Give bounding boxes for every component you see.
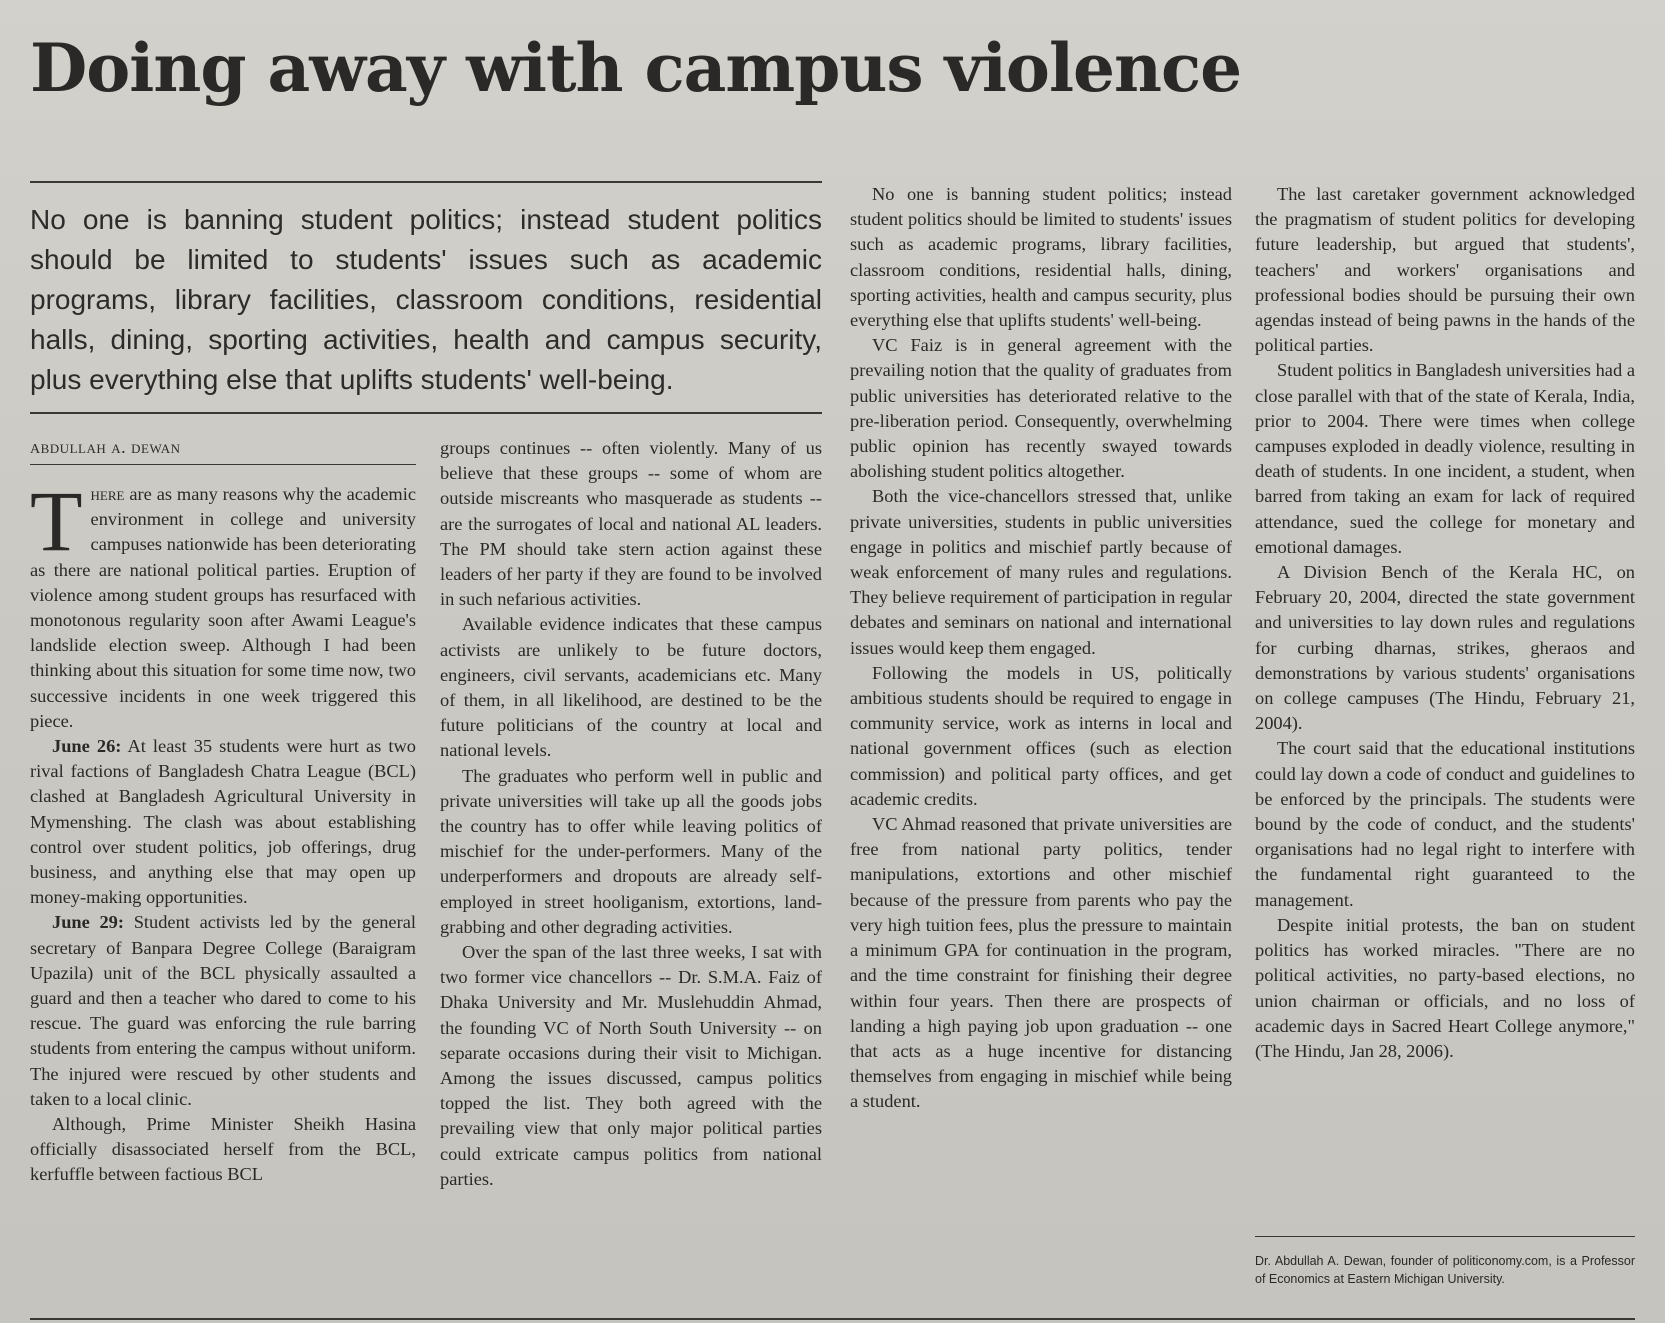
col3-paragraph-1: No one is banning student politics; instead student politics should be limited to students' issues such as academic programs, library facilities, classroom conditions, residential halls, dining, sporting activities, health and campus security, plus everything else that uplifts students' well-being. (850, 184, 1232, 331)
col4-paragraph-1: The last caretaker government acknowledged the pragmatism of student politics for developing future leadership, but argued that students', teachers' and workers' organisations and professional bodies should be pursuing their own agendas instead of being pawns in the hands of the political parties. (1255, 184, 1635, 356)
pull-quote: No one is banning student politics; instead student politics should be limited to students' issues such as academic programs, library facilities, classroom conditions, residential halls, dining, sporting activities, health and campus security, plus everything else that uplifts students' well-being. (30, 204, 822, 395)
col4-paragraph-3: A Division Bench of the Kerala HC, on February 20, 2004, directed the state government and universities to lay down rules and regulations for curbing dharnas, strikes, gheraos and demonstrations by various students' organisations on college campuses (The Hindu, February 21, 2004). (1255, 562, 1635, 734)
col3-paragraph-3: Both the vice-chancellors stressed that, unlike private universities, students in public universities engage in politics and mischief partly because of weak enforcement of many rules and regulations. They believe requirement of participation in regular debates and seminars on national and international issues would keep them engaged. (850, 486, 1232, 658)
column-3 (850, 182, 1232, 1298)
col1-lead-word: here (90, 484, 125, 504)
column-1 (30, 482, 416, 1298)
col1-p2-text: At least 35 students were hurt as two rival factions of Bangladesh Chatra League (BCL) clashed at Bangladesh Agricultural University in Mymenshing. The clash was about establishing control over student politics, job offerings, drug business, and anything else that may open up money-making opportunities. (30, 736, 416, 908)
col1-paragraph-3 (30, 910, 416, 1112)
col2-paragraph-4: Over the span of the last three weeks, I sat with two former vice chancellors -- Dr. S.M.A. Faiz of Dhaka University and Mr. Muslehuddin Ahmad, the founding VC of North South University -- on separate occasions during their visit to Michigan. Among the issues discussed, campus politics topped the list. They both agreed with the prevailing view that only major political parties could extricate campus politics from national parties. (440, 942, 822, 1189)
col1-date-label: June 29: (52, 912, 125, 933)
col4-paragraph-5: Despite initial protests, the ban on student politics has worked miracles. "There are no political activities, no party-based elections, no union chairman or officials, and no loss of academic days in Sacred Heart College anymore," (The Hindu, Jan 28, 2006). (1255, 914, 1635, 1061)
headline: Doing away with campus violence (30, 29, 1242, 107)
col4-paragraph-2: Student politics in Bangladesh universities had a close parallel with that of the state of Kerala, India, prior to 2004. There were times when college campuses exploded in deadly violence, resulting in death of students. In one incident, a student, when barred from taking an exam for lack of required attendance, sued the college for monetary and emotional damages. (1255, 360, 1635, 557)
col1-p3-text: Student activists led by the general secretary of Banpara Degree College (Baraigram Upazila) unit of the BCL physically assaulted a guard and then a teacher who dared to come to his rescue. The guard was enforcing the rule barring students from entering the campus without uniform. The injured were rescued by other students and taken to a local clinic. (30, 912, 416, 1109)
page-bottom-rule (30, 1318, 1635, 1320)
column-4 (1255, 182, 1635, 1222)
col2-paragraph-2: Available evidence indicates that these campus activists are unlikely to be future doctors, engineers, civil servants, academicians etc. Many of them, in all likelihood, are destined to be the future politicians of the country at local and national levels. (440, 614, 822, 761)
col4-paragraph-4: The court said that the educational institutions could lay down a code of conduct and guidelines to be enforced by the principals. The students were bound by the code of conduct, and the students' organisations had no legal right to interfere with the fundamental right guaranteed to the management. (1255, 738, 1635, 910)
col1-paragraph-2 (30, 734, 416, 910)
bio-rule (1255, 1236, 1635, 1237)
col3-paragraph-4: Following the models in US, politically ambitious students should be required to engage in community service, work as interns in local and national government offices (such as election commission) and political party offices, and get academic credits. (850, 662, 1232, 809)
col2-paragraph-3: The graduates who perform well in public and private universities will take up all the goods jobs the country has to offer while leaving politics of mischief for the under-performers. Many of the underperformers and dropouts are already self-employed in street hooliganism, extortions, land-grabbing and other degrading activities. (440, 765, 822, 937)
col3-paragraph-5: VC Ahmad reasoned that private universities are free from national party politics, tender manipulations, extortions and other mischief because of the pressure from parents who pay the very high tuition fees, plus the pressure to maintain a minimum GPA for continuation in the program, and the time constraint for finishing their degree within four years. Then there are prospects of landing a high paying job upon graduation -- one that acts as a huge incentive for distancing themselves from engaging in mischief while being a student. (850, 814, 1232, 1112)
col1-date-label: June 26: (52, 736, 122, 757)
col1-p1-text: are as many reasons why the academic environment in college and university campuses nationwide has been deteriorating as there are national political parties. Eruption of violence among student groups has resurfaced with monotonous regularity soon after Awami League's landslide election sweep. Although I had been thinking about this situation for some time now, two successive incidents in one week triggered this piece. (30, 484, 416, 731)
author-bio: Dr. Abdullah A. Dewan, founder of politiconomy.com, is a Professor of Economics at Eastern Michigan University. (1255, 1254, 1635, 1286)
byline-rule (30, 464, 416, 465)
drop-cap: T (30, 482, 83, 569)
pull-quote-top-rule (30, 181, 822, 183)
byline: abdullah a. dewan (30, 436, 181, 458)
col1-paragraph-4: Although, Prime Minister Sheikh Hasina officially disassociated herself from the BCL, kerfuffle between factious BCL (30, 1114, 416, 1185)
pull-quote-bottom-rule (30, 412, 822, 414)
col1-paragraph-1 (30, 482, 416, 734)
col2-paragraph-1: groups continues -- often violently. Many of us believe that these groups -- some of whom are outside miscreants who masquerade as students -- are the surrogates of local and national AL leaders. The PM should take stern action against these leaders of her party if they are found to be involved in such nefarious activities. (440, 438, 822, 610)
col3-paragraph-2: VC Faiz is in general agreement with the prevailing notion that the quality of graduates from public universities has deteriorated relative to the pre-liberation period. Consequently, overwhelming public opinion has recently swayed towards abolishing student politics altogether. (850, 335, 1232, 482)
column-2 (440, 436, 822, 1298)
